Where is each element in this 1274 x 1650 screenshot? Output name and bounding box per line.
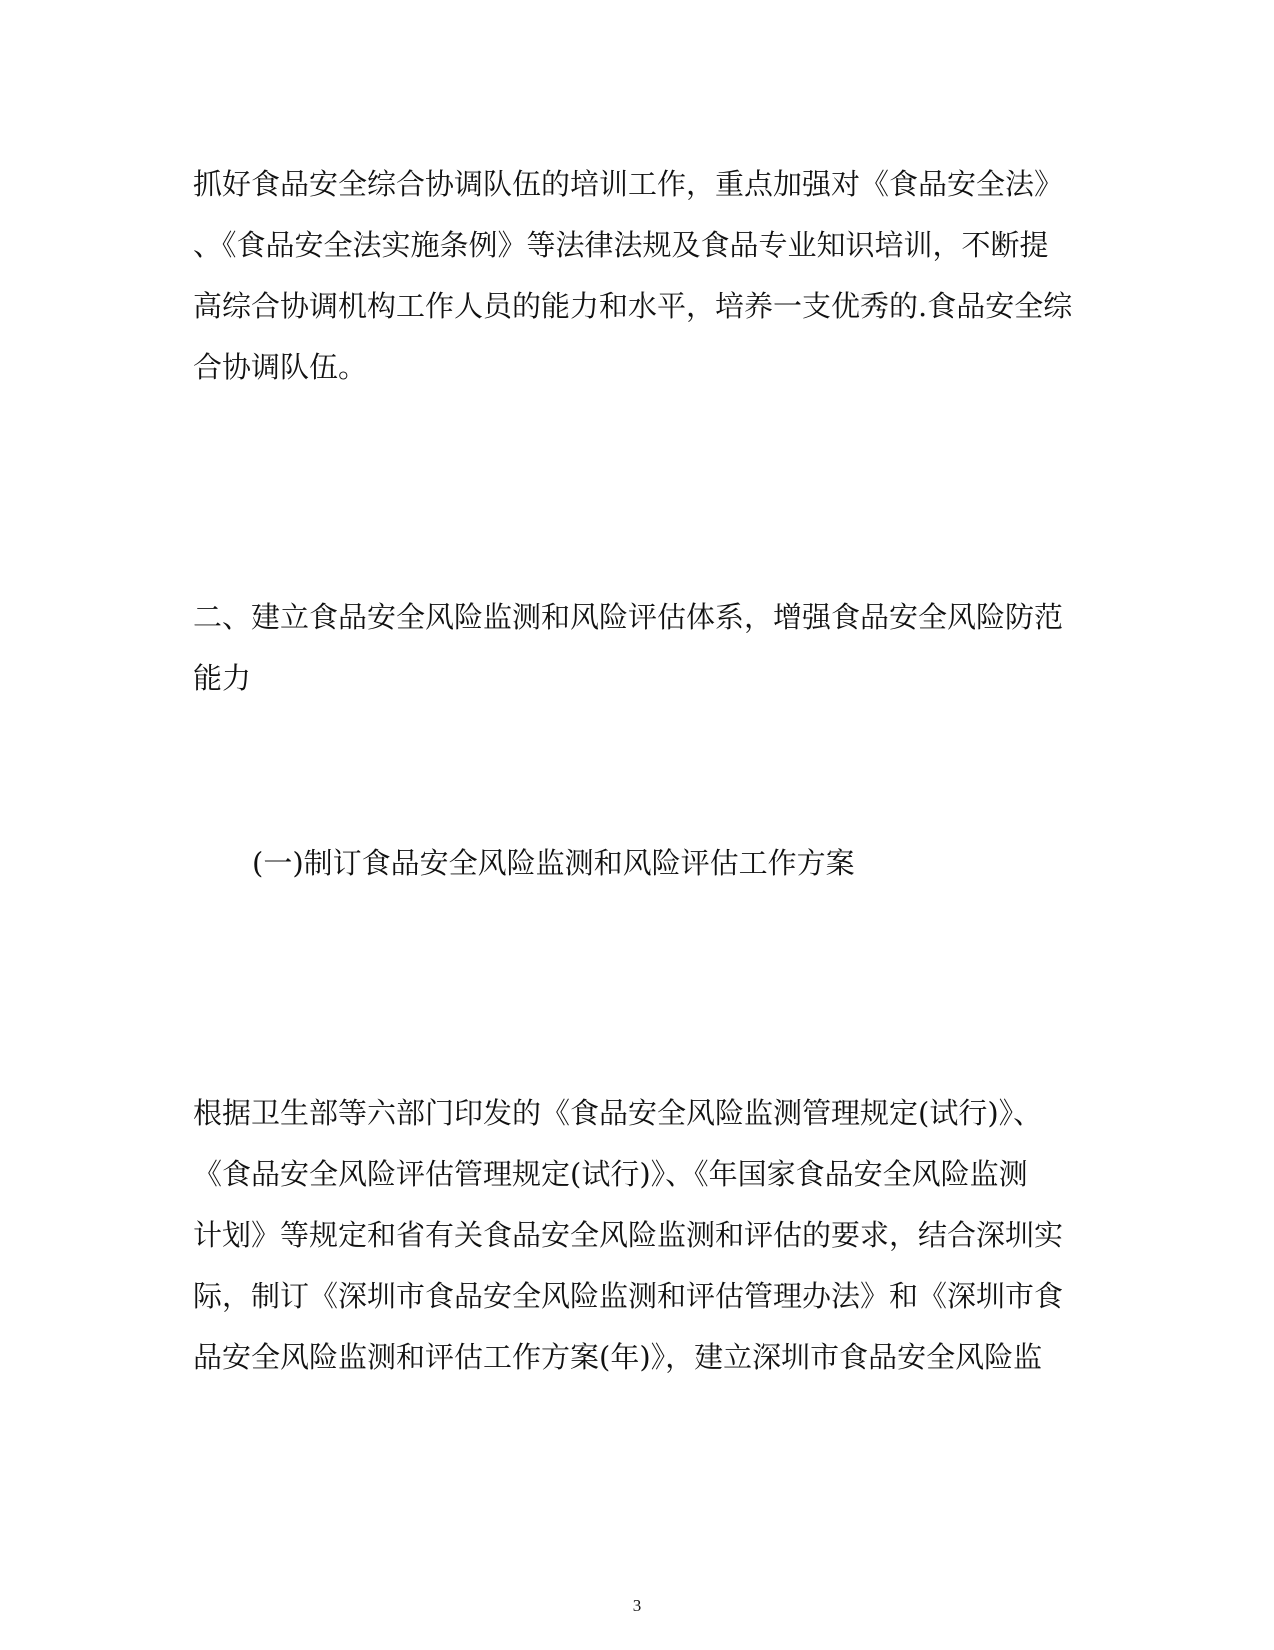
- paragraph-2-line-1: 根据卫生部等六部门印发的《食品安全风险监测管理规定(试行)》、: [193, 1096, 1043, 1130]
- section-heading-line-2: 能力: [193, 661, 252, 695]
- paragraph-2-line-2: 《食品安全风险评估管理规定(试行)》、《年国家食品安全风险监测: [193, 1157, 1028, 1191]
- paragraph-1-line-2: 、《食品安全法实施条例》等法律法规及食品专业知识培训，不断提: [193, 228, 1049, 262]
- paragraph-2-line-3: 计划》等规定和省有关食品安全风险监测和评估的要求，结合深圳实: [193, 1218, 1064, 1252]
- paragraph-1-line-4: 合协调队伍。: [193, 350, 368, 384]
- paragraph-1-line-1: 抓好食品安全综合协调队伍的培训工作，重点加强对《食品安全法》: [193, 167, 1064, 201]
- page-number: 3: [632, 1596, 642, 1615]
- subsection-heading: (一)制订食品安全风险监测和风险评估工作方案: [252, 846, 855, 880]
- paragraph-2-line-5: 品安全风险监测和评估工作方案(年)》，建立深圳市食品安全风险监: [193, 1340, 1043, 1374]
- paragraph-1-line-3: 高综合协调机构工作人员的能力和水平，培养一支优秀的.食品安全综: [193, 289, 1073, 323]
- paragraph-2-line-4: 际，制订《深圳市食品安全风险监测和评估管理办法》和《深圳市食: [193, 1279, 1064, 1313]
- section-heading-line-1: 二、建立食品安全风险监测和风险评估体系，增强食品安全风险防范: [193, 600, 1064, 634]
